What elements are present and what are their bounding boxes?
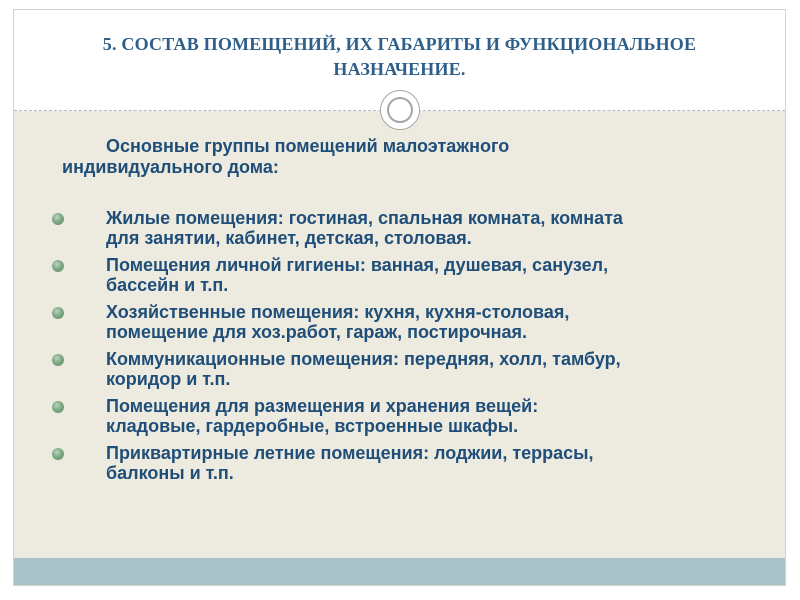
emblem-ring [387,97,413,123]
slide-title-line-2: НАЗНАЧЕНИЕ. [333,59,466,79]
intro-line-2: индивидуального дома: [62,157,279,177]
room-groups-list [52,208,752,490]
list-item-line-1: Приквартирные летние помещения: лоджии, террасы, [106,443,594,463]
list-item-line-1: Хозяйственные помещения: кухня, кухня-столовая, [106,302,570,322]
intro-paragraph [62,136,742,178]
list-item-line-2: для занятии, кабинет, детская, столовая. [106,228,472,248]
list-item [52,255,752,295]
bullet-dot-icon [52,213,64,225]
bullet-dot-icon [52,401,64,413]
bullet-dot-icon [52,354,64,366]
list-item-line-2: помещение для хоз.работ, гараж, постирочная. [106,322,528,342]
list-item [52,208,752,248]
list-item-line-1: Коммуникационные помещения: передняя, холл, тамбур, [106,349,621,369]
list-item [52,349,752,389]
footer-band [14,558,785,585]
list-item-line-1: Жилые помещения: гостиная, спальная комната, комната [106,208,623,228]
list-item-line-1: Помещения для размещения и хранения вещей: [106,396,539,416]
bullet-dot-icon [52,260,64,272]
circle-emblem-icon [380,90,420,130]
bullet-dot-icon [52,448,64,460]
list-item-line-2: коридор и т.п. [106,369,231,389]
list-item-line-2: бассейн и т.п. [106,275,229,295]
list-item-line-1: Помещения личной гигиены: ванная, душевая, санузел, [106,255,609,275]
list-item [52,443,752,483]
list-item-line-2: балконы и т.п. [106,463,234,483]
list-item-line-2: кладовые, гардеробные, встроенные шкафы. [106,416,519,436]
intro-line-1: Основные группы помещений малоэтажного [106,136,510,156]
slide-title [14,32,785,82]
bullet-dot-icon [52,307,64,319]
slide-title-line-1: 5. СОСТАВ ПОМЕЩЕНИЙ, ИХ ГАБАРИТЫ И ФУНКЦИОНАЛЬНОЕ [102,34,697,54]
list-item [52,302,752,342]
list-item [52,396,752,436]
